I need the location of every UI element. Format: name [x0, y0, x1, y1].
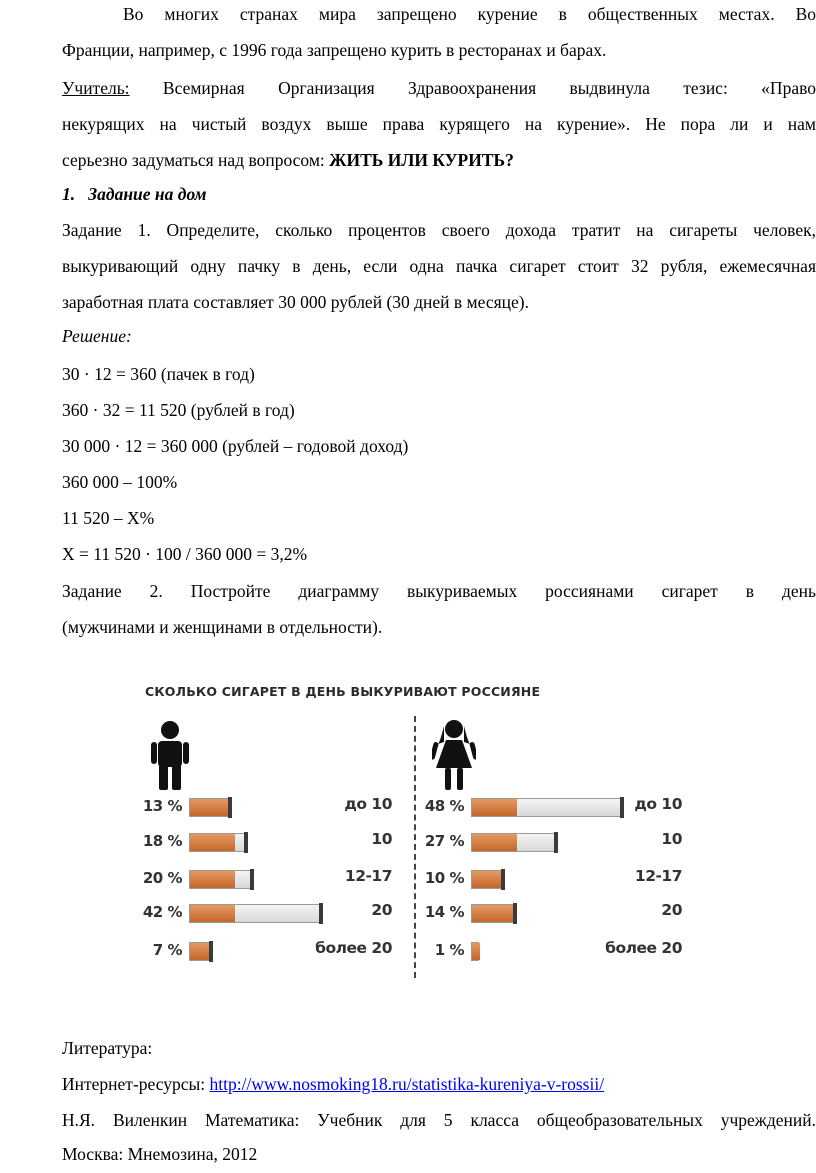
women-percent-label: 48 % — [424, 797, 464, 815]
live-or-smoke-question: ЖИТЬ ИЛИ КУРИТЬ? — [329, 150, 514, 170]
homework-heading: 1. Задание на дом — [62, 184, 207, 204]
women-cigarette-bar — [471, 870, 503, 889]
teacher-line-3-text: серьезно задуматься над вопросом: — [62, 150, 330, 170]
book-line-1: Н.Я. Виленкин Математика: Учебник для 5 класса общеобразовательных учреждений. — [62, 1110, 816, 1130]
men-percent-label: 13 % — [142, 797, 182, 815]
book-line-2: Москва: Мнемозина, 2012 — [62, 1144, 258, 1164]
men-percent-label: 18 % — [142, 832, 182, 850]
women-category-label: 20 — [661, 901, 682, 919]
cigarette-ash — [554, 832, 558, 853]
men-category-label: до 10 — [344, 795, 392, 813]
task1-line-2: выкуривающий одну пачку в день, если одна пачка сигарет стоит 32 рубля, ежемесячная — [62, 256, 816, 276]
teacher-line-1-rest: Всемирная Организация Здравоохранения выдвинула тезис: «Право — [129, 78, 816, 98]
solution-line: 11 520 – X% — [62, 508, 155, 528]
cigarette-ash — [244, 832, 248, 853]
solution-line: 30 · 12 = 360 (пачек в год) — [62, 364, 255, 384]
task1-line-3: заработная плата составляет 30 000 рублей (30 дней в месяце). — [62, 292, 529, 312]
chart-divider — [414, 716, 416, 978]
women-percent-label: 14 % — [424, 903, 464, 921]
task2-line-2: (мужчинами и женщинами в отдельности). — [62, 617, 383, 637]
task1-line-1: Задание 1. Определите, сколько процентов своего дохода тратит на сигареты человек, — [62, 220, 816, 240]
cigarette-ash — [228, 797, 232, 818]
teacher-line-2: некурящих на чистый воздух выше права курящего на курение». Не пора ли и нам — [62, 114, 816, 134]
cigarette-ash — [513, 903, 517, 924]
female-icon — [432, 718, 476, 790]
women-category-label: 10 — [661, 830, 682, 848]
cigarette-filter — [190, 871, 235, 888]
intro-line-1: Во многих странах мира запрещено курение в общественных местах. Во — [123, 4, 816, 24]
women-category-label: более 20 — [605, 939, 682, 957]
solution-line: 360 · 32 = 11 520 (рублей в год) — [62, 400, 295, 420]
internet-resources-label: Интернет-ресурсы: — [62, 1074, 210, 1094]
cigarette-ash — [209, 941, 213, 962]
male-icon — [150, 720, 190, 790]
women-cigarette-bar — [471, 904, 515, 923]
cigarette-filter — [472, 905, 516, 922]
solution-line: 360 000 – 100% — [62, 472, 178, 492]
cigarette-ash — [250, 869, 254, 890]
women-cigarette-bar — [471, 833, 556, 852]
men-category-label: 12-17 — [344, 867, 392, 885]
women-percent-label: 10 % — [424, 869, 464, 887]
cigarette-filter — [190, 905, 235, 922]
men-cigarette-bar — [189, 833, 246, 852]
women-cigarette-bar — [471, 942, 479, 961]
men-cigarette-bar — [189, 798, 230, 817]
men-cigarette-bar — [189, 942, 211, 961]
cigarette-filter — [190, 799, 231, 816]
women-percent-label: 27 % — [424, 832, 464, 850]
chart-title: СКОЛЬКО СИГАРЕТ В ДЕНЬ ВЫКУРИВАЮТ РОССИЯНЕ — [145, 684, 541, 699]
men-cigarette-bar — [189, 870, 252, 889]
internet-resources-line — [62, 1066, 604, 1103]
women-category-label: до 10 — [634, 795, 682, 813]
women-percent-label: 1 % — [434, 941, 464, 959]
men-category-label: более 20 — [315, 939, 392, 957]
cigarette-ash — [501, 869, 505, 890]
men-percent-label: 7 % — [152, 941, 182, 959]
cigarette-filter — [190, 834, 235, 851]
cigarette-filter — [472, 871, 504, 888]
teacher-line-1 — [62, 70, 816, 106]
men-category-label: 10 — [371, 830, 392, 848]
cigarettes-infographic — [138, 676, 690, 976]
women-category-label: 12-17 — [634, 867, 682, 885]
cigarette-filter — [472, 834, 517, 851]
solution-label: Решение: — [62, 326, 132, 346]
task2-line-1: Задание 2. Постройте диаграмму выкуриваемых россиянами сигарет в день — [62, 581, 816, 601]
cigarette-filter — [472, 799, 517, 816]
teacher-label: Учитель: — [62, 78, 130, 98]
solution-line: X = 11 520 · 100 / 360 000 = 3,2% — [62, 544, 308, 564]
cigarette-filter — [472, 943, 480, 960]
men-percent-label: 20 % — [142, 869, 182, 887]
teacher-line-3 — [62, 142, 816, 178]
solution-line: 30 000 · 12 = 360 000 (рублей – годовой доход) — [62, 436, 409, 456]
men-percent-label: 42 % — [142, 903, 182, 921]
men-category-label: 20 — [371, 901, 392, 919]
source-link[interactable]: http://www.nosmoking18.ru/statistika-kureniya-v-rossii/ — [209, 1074, 605, 1094]
literature-heading: Литература: — [62, 1038, 153, 1058]
intro-line-2: Франции, например, с 1996 года запрещено курить в ресторанах и барах. — [62, 40, 607, 60]
